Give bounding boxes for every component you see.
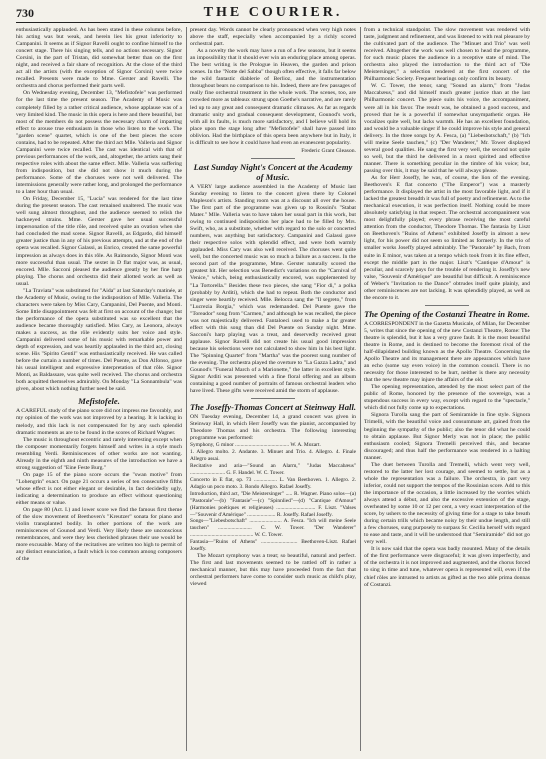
paragraph: W. C. Tower, the tenor, sang "Sound an alarm," from "Judas Maccabæus," and did himself much greater justice than at the last Philharmonic concert. The piece suits his voice, the accompaniment, were all in his favor. The result was, he obtained a good success, and proved that he is a powerful if somewhat unsympathetic organ. He vocalizes quite well, but lacks warmth. He has an excellent foundation, and would be a valuable singer if he could improve his style and general delivery. In the three songs by A. Fesca, (a) "Liebesbotschaft," (b) "Ich will meine Seele tauchen," (c) "Der Wanderer," Mr. Tower displayed several good qualities. He sang the first very well, the second not quite so well, but the third he delivered in a most spirited and effective manner. There is something peculiar in the timbre of his voice; but, passing over this, it may be said that he will always please. (364, 83, 530, 174)
paragraph: The music is throughout eccentric and rarely interesting except when the composer momentarily forgets himself and writes in a style much resembling Verdi. Reminiscences of other works are not wanting. Already in the eighth and ninth measures of the introduction we have a strong suggestion of "Eine Feste Burg." (16, 436, 182, 471)
masthead-rule (16, 22, 530, 23)
author-signature: Frederic Grant Gleason. (301, 147, 356, 154)
paragraph: As for Herr Joseffy, he was, of course, the lion of the evening. Beethoven's E flat concerto ("The Emperor") was a masterly performance. It displayed the artist in the most favorable light, and if it lacked the greatest breadth it was full of poetry and refinement. As to the mechanical execution, it was perfection itself. Nothing could be more absolutely satisfying in that respect. The orchestral accompaniment was most delightfully played; every phrase receiving the most careful attention from the conductor, Theodore Thomas. The fantasia by Liszt on Beethoven's "Ruins of Athens" exhibited Joseffy in almost a new light, for his power did not seem so limited as formerly. In the trio of smaller works Joseffy played admirably. The "Pastorale" by Bach, from suite in E minor, was taken at a tempo which took from it its fine effect, except the middle part in the major. Liszt's "Cantique d'Amour" is peculiar, and scarcely pays for the trouble of rendering it. Joseffy's new valse, "Souvenir d'Amérique" are beautiful but difficult. A reminiscence of Weber's "Invitation to the Dance" obtrudes itself quite plainly, and other reminiscences are not lacking. It was splendidly played, as well as the encore to it. (364, 174, 530, 301)
separator (251, 158, 295, 159)
article-heading: The Joseffy-Thomas Concert at Steinway Hall. (190, 402, 356, 413)
column-2 (190, 27, 356, 751)
article-heading: The Opening of the Costanzi Theatre in Rome. (364, 308, 530, 319)
programme-line: Fantasia—"Ruins of Athens" ........................... Beethoven-Liszt. Rafael Joseffy. (190, 539, 356, 553)
programme-line: Songs—"Liebesbotschaft" ........................ A. Fesca. "Ich will meine Seele tauchen" ......................... C. W. Tower. "Der Wanderer" ............................................... W. C. Tower. (190, 518, 356, 539)
paragraph: The Mozart symphony was a treat; so beautiful, natural and perfect. The first and last movements seemed to be rattled off in rather a mechanical manner, but this may have proceeded from the fact that orchestral performers have come to consider such music as child's play, viewed (190, 552, 356, 588)
paragraph: As a novelty the work may have a run of a few seasons, but it seems an impossibility that it should ever win an enduring place among operas. The best writing is the Prologue in Heaven, the garden and prison scenes. In the "Notte del Sabba" though often effective, it falls far below the wild fantastic diablerie of Berlioz, and the instrumentation throughout bears no comparison to his. Indeed, there are few passages of really fine orchestral treatment in the whole work. The scenes, too, are crowded more as tableaux strung upon Goethe's narrative, and are rarely led up to any great and consequent dramatic climaxes. As far as regards dramatic unity and gradual consequent development, Gounod's work, with all its faults, is much more satisfactory, and I believe will hold its place upon the stage long after "Mefistofele" shall have passed into oblivion. Had the birthplace of this opera been anywhere but in Italy, it is difficult to see how it could have had even an evanescent popularity. (190, 48, 356, 146)
column-3 (364, 27, 530, 751)
paragraph: present day. Words cannot be clearly pronounced when very high notes above the staff, especially when accompanied by a richly scored orchestral part. (190, 27, 356, 48)
paragraph: from a technical standpoint. The slow movement was rendered with taste, judgment and refinement, and was listened to with real pleasure by the cultivated part of the audience. The "Minuet and Trio" was well received. Altogether the work was well chosen to head the programme, for such music places the audience in a receptive state of mind. The orchestra also played the introduction to the third act of "Die Meistersinger," a selection rendered at the first concert of the Philharmonic Society. Frequent hearings only confirm its beauty. (364, 27, 530, 83)
paragraph: A VERY large audience assembled in the Academy of Music last Sunday evening to listen to the concert given there by Colonel Mapleson's artists. Standing room was at a discount all over the house. The first part of the programme was given up to Rossini's "Stabat Mater." Mlle. Valleria was to have taken her usual part in this work, but owing to continued indisposition her place had to be filled by Mrs. Swift, who, as a substitute, whether with regard to the solo or concerted numbers, was anything but satisfactory. Campanini and Galassi gave their respective solos with splendid effect, and were both warmly applauded. Miss Cary was also well received. The choruses went quite well, but the concerted music was so much a failure as a success. In the second part of the programme, Mme. Gerster naturally scored the greatest hit. Her selection was Benedict's variations on the "Carnival of Venice," which, being enthusiastically encored, was supplemented by "La Tortorella." Besides these two pieces, she sang "Fior di," a polka (probably by Arditi), which she had to repeat. Both the conductor and singer were heartily received. Mlle. Belocca sang the "Il segreto," from "Lucrezia Borgia," which was redemanded. Del Puente gave the "Toreador" song from "Carmen," and although he was recalled, the piece was not majestically delivered. Fantaloeci used to make a far greater effect with this song than did Del Puente on Sunday night. Mme. Sacconi's harp playing was a treat, and deservedly received great applause. Signor Ravelli did not create his usual good impression because his selections were not calculated to show him in his best light. The "Spinning Quartet" from "Martha" was the poorest sung number of the evening. The orchestra played the overture to "La Gazza Ladra," and Gounod's "Funeral March of a Marionette," the latter in excellent style. Signor Arditi was presented with a fine floral offering and an album containing a good number of portraits of famous orchestral leaders who have lived. These gifts were received amid the storm of applause. (190, 183, 356, 395)
article-heading: Mefistofele. (78, 396, 120, 407)
paragraph: On page 80 (Act. I.) and lower score we find the famous first theme of the slow movement of Beethoven's "Kreutzer" sonata for piano and violin transplanted bodily. In other portions of the work are reminiscences of Gounod and Verdi. Very likely these are unconscious remembrances, and were they less cherished phrases their use would be more excusable. Many of the recitatives are written too high to permit of any distinct enunciation, a fault which is too common among composers of the (16, 507, 182, 563)
paragraph: On Wednesday evening, December 13, "Mefistofele" was performed for the last time the present season. The Academy of Music was completely filled by a rather critical audience, whose applause was of a very limited kind. The music in this opera is here and there beautiful, but most of the members do not possess the necessary charm of imparting effect to arouse true enthusiasm in those who listen to the work. The "garden scene" quartet, which is one of the best pieces the score contains, had to be repeated. After the third act Mlle. Valleria and Signor Campanini were twice recalled. The cast was identical with that of previous performances of the work, and, altogether, the artists sang their respective roles with about the same effect. Mlle. Valleria was suffering from indisposition, but she did not show it much during the performance. Some of the choruses were not well delivered. The intermissions generally were rather long, and prolonged the performance to a later hour than usual. (16, 90, 182, 196)
page-number: 730 (16, 6, 34, 20)
paragraph: A CORRESPONDENT in the Gazetta Musicale, of Milan, for December 5, writes that since the opening of the new Costanzi Theatre, Rome: The theatre is splendid, but it has a very grave fault. It is the most beautiful theatre in Rome, and is destined to become the foremost rival of the half-dilapidated building known as the Apollo Theatre. Concerning the Apollo Theatre and its management there are appearances which have an echo (some say even voice) in the common council. There is no necessity for those interested to be hurt, neither is there any necessity that the new theatre may injure the affairs of the old. (364, 320, 530, 384)
programme-line: 1. Allegro molto. 2. Andante. 3. Minuet and Trio. 4. Allegro. 4. Finale Allegro assai. (190, 449, 356, 463)
column-1 (16, 27, 182, 751)
programme-line: Introduction, third act, "Die Meistersinger" ..... R. Wagner. Piano solos—(a) "Pastorale"—(b) "Fantasie"—(c) "Spinnlied"—(d) "Cantique d'Amour" (Harmonies poétiques et religieuses) ............................. F. Liszt. "Valses—"Souvenir d'Amérique" ..................... R. Joseffy. Rafael Joseffy. (190, 490, 356, 518)
paragraph: Signora Turolla sang the part of Semiramide in fine style. Signora Trimelli, with the beautiful voice and consummate art, gained from the beginning the sympathy of the public; also the tenor did what he could to obtain applause. But Signor Merly was not in place; the public enthusiasm cooled; Signora Tremelli perceived this, and became discouraged; and thus half the performance was rendered in a halting manner. (364, 412, 530, 461)
paragraph: enthusiastically applauded. As has been stated in these columns before, his acting was but weak, and herein lies his great inferiority to Campanini. It seems as if Signor Ravelli ought to confine himself to the concert stage. There his singing tells, and no actions necessary. Signor Corsini, in the part of Tristan, did somewhat better than on the first night, and received a fair share of recognition. At the close of the third act all the artists (with the exception of Signor Corsini) were twice recalled. Presents were made to Mme. Gerster and Ravelli. The orchestra and chorus performed their parts well. (16, 27, 182, 90)
programme-line: Concerto in E flat, op. 73 ................. L. Van Beethoven. 1. Allegro. 2. Adagio un poco moto. 3. Rondo Allegro. Rafael Joseffy. (190, 476, 356, 490)
paragraph: The duet between Turolla and Tremelli, which went very well, restored to the latter her lost courage, and seemed to settle, but as a whole the representation was a failure. The orchestra, in part very inferior, could not support the tempos of the Rossinian score. Add to this the importance of the occasion, a little increased by the worries which always attend a début, and also the excessive extension of the stage, overheated by some 10 or 12 per cent, a very exact interpretation of the score, by ushers to the necessity of giving time for a stage to take breath during certain trills which became noisy by their undue length, and still a few choruses, sung purposely to surpass Sr. Cecilia herself with regard to ease and taste, and it will be understood that "Semiramide" did not go very well. (364, 461, 530, 546)
separator (425, 305, 469, 306)
separator (251, 398, 295, 399)
paragraph: "La Traviata" was substituted for "Aida" at last Saturday's matinée, at the Academy of Music, owing to the indisposition of Mlle. Valleria. The characters were taken by Miss Cary, Campanini, Del Puente, and Monti. Some little disappointment was felt at first on account of the change; but the performance of the opera substituted was so excellent that the audience became thoroughly satisfied. Miss Cary, as Leonora, always makes a success, as the rôle evidently suits her voice and style. Campanini delivered some of his music with remarkable power and depth of expression, and was heartily applauded in the third act, closing scene. His "Spirito Gentil" was enthusiastically received. He was called before the curtain a number of times. Del Puente, as Don Alfonso, gave his usual intelligent and expressive interpretation of that rôle. Signor Monti, as Baldassare, was quite well received. The chorus and orchestra both acquitted themselves admirably. On Monday "La Sonnambula" was given, about which nothing further need be said. (16, 287, 182, 393)
paragraph: ON Tuesday evening, December 14, a grand concert was given in Steinway Hall, in which Herr Joseffy was the pianist, accompanied by Theodore Thomas and his orchestra. The following interesting programme was performed: (190, 414, 356, 442)
paragraph: It is now said that the opera was badly mounted. Many of the details of the first performance were disgraceful; it was given imperfectly, and of the orchestra it is not improved and augmented, and the chorus forced to sing in time and tune, whatever opera is represented will, even if the chief rôles are intrusted to artists as gifted as the two able prima donnas of Costanzi. (364, 546, 530, 588)
column-divider (186, 27, 187, 751)
programme-line: Symphony, G minor ........................................ W. A. Mozart. (190, 442, 321, 449)
paragraph: The opening representation, attended by the most select part of the public of Rome, honored by the presence of the sovereign, was a stupendous success in every way, except with regard to the "spectacle," which did not fully come up to expectations. (364, 384, 530, 412)
paragraph: On page 15 of the piano score occurs the "swan motive" from "Lohengrin" exact. On page 21 occurs a series of ten consecutive fifths whose effect is not either elegant or desirable, in fact decidedly ugly, indicating a determination to produce an effect without questioning either means or value. (16, 471, 182, 507)
programme-line: Recitative and aria—"Sound an Alarm," "Judas Maccabæus" .......................... G. F. Handel. W. C. Tower. (190, 463, 356, 477)
column-divider (360, 27, 361, 751)
article-heading: Last Sunday Night's Concert at the Academy of Music. (193, 161, 353, 182)
paragraph: On Friday, December 15, "Lucia" was rendered for the last time during the present season. The cast remained unaltered. The music was well sung almost throughout, and the audience seemed to relish the hackneyed strains. Mme. Gerster gave her usual successful impersonation of the title rôle, and received quite an ovation when she had concluded the mad scene. Signor Ravelli, as Edgardo, did himself greater justice than in any of his previous attempts, and at the end of the opera was recalled. Signor Galassi, as Enrico, created the same powerful impression as always does in this rôle. As Raimondo, Signor Monti was more successful than usual. The sextet in D flat major was, as usual, encored. Mlle. Sacconi pleased the audience greatly by her fine harp playing. The chorus and orchestra did their allotted work as well as usual. (16, 196, 182, 287)
journal-title: THE COURIER. (203, 5, 343, 20)
paragraph: A CAREFUL study of the piano score did not impress me favorably, and my opinion of the work was not improved by a hearing. It is lacking in melody, and this lack is not compensated for by any such splendid dramatic moments as are to be found in the scores of Richard Wagner. (16, 408, 182, 436)
